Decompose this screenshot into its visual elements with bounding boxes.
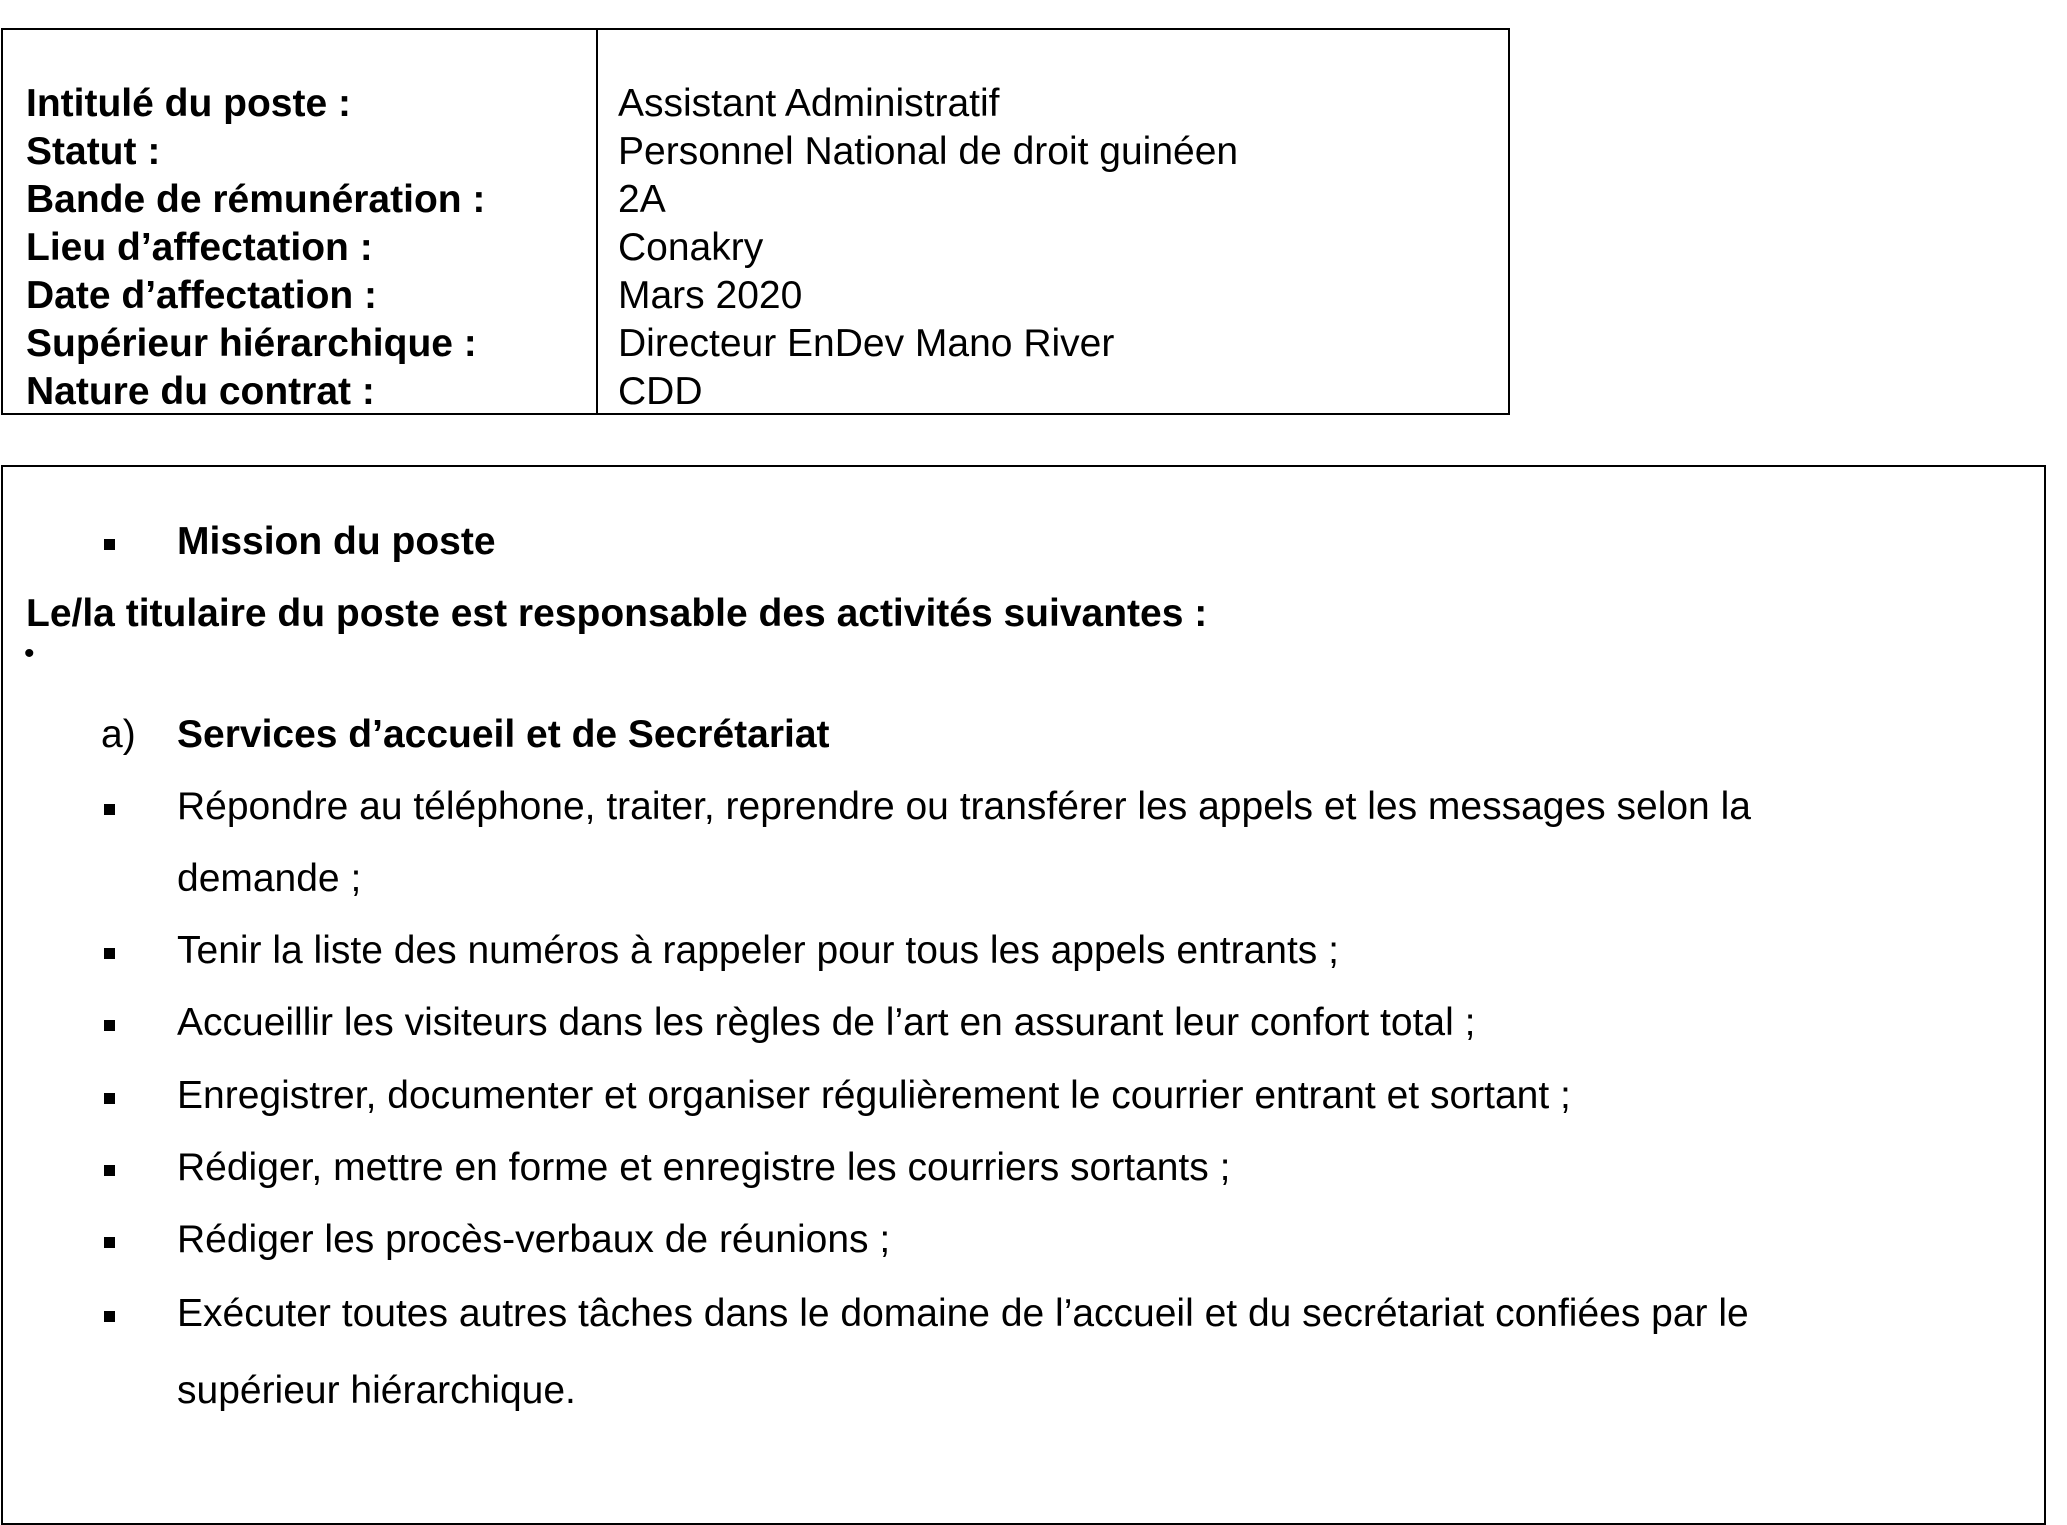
stray-bullet-icon: • — [24, 637, 35, 670]
table-divider — [596, 30, 598, 413]
square-bullet-icon — [104, 1311, 115, 1322]
value-superieur: Directeur EnDev Mano River — [618, 322, 1115, 365]
label-nature: Nature du contrat : — [26, 370, 375, 413]
job-info-table — [1, 28, 1510, 415]
task-item: Tenir la liste des numéros à rappeler pour tous les appels entrants ; — [177, 929, 1339, 972]
label-superieur: Supérieur hiérarchique : — [26, 322, 477, 365]
task-item: Rédiger les procès-verbaux de réunions ; — [177, 1218, 891, 1261]
task-item: Rédiger, mettre en forme et enregistre les courriers sortants ; — [177, 1146, 1231, 1189]
square-bullet-icon — [104, 804, 115, 815]
square-bullet-icon — [104, 1237, 115, 1248]
label-date: Date d’affectation : — [26, 274, 378, 317]
value-lieu: Conakry — [618, 226, 764, 269]
square-bullet-icon — [104, 1093, 115, 1104]
info-labels-column — [26, 80, 485, 416]
label-intitule: Intitulé du poste : — [26, 82, 351, 125]
task-item-continuation: demande ; — [177, 857, 362, 900]
label-bande: Bande de rémunération : — [26, 178, 486, 221]
section-title: Services d’accueil et de Secrétariat — [177, 713, 830, 756]
info-values-column — [618, 80, 1238, 416]
mission-box — [1, 465, 2046, 1525]
task-item: Répondre au téléphone, traiter, reprendre ou transférer les appels et les messages selon la — [177, 785, 1751, 828]
task-item: Accueillir les visiteurs dans les règles de l’art en assurant leur confort total ; — [177, 1001, 1476, 1044]
mission-heading: Mission du poste — [177, 520, 496, 563]
task-item: Exécuter toutes autres tâches dans le domaine de l’accueil et du secrétariat confiées par le — [177, 1292, 1749, 1335]
label-statut: Statut : — [26, 130, 161, 173]
square-bullet-icon — [104, 1020, 115, 1031]
section-marker: a) — [101, 713, 136, 756]
square-bullet-icon — [104, 539, 115, 550]
value-date: Mars 2020 — [618, 274, 803, 317]
value-intitule: Assistant Administratif — [618, 82, 1000, 125]
mission-intro: Le/la titulaire du poste est responsable des activités suivantes : — [26, 592, 1208, 635]
task-item-continuation: supérieur hiérarchique. — [177, 1369, 576, 1412]
label-lieu: Lieu d’affectation : — [26, 226, 373, 269]
square-bullet-icon — [104, 1165, 115, 1176]
value-bande: 2A — [618, 178, 666, 221]
value-nature: CDD — [618, 370, 703, 413]
square-bullet-icon — [104, 948, 115, 959]
value-statut: Personnel National de droit guinéen — [618, 130, 1239, 173]
task-item: Enregistrer, documenter et organiser régulièrement le courrier entrant et sortant ; — [177, 1074, 1571, 1117]
